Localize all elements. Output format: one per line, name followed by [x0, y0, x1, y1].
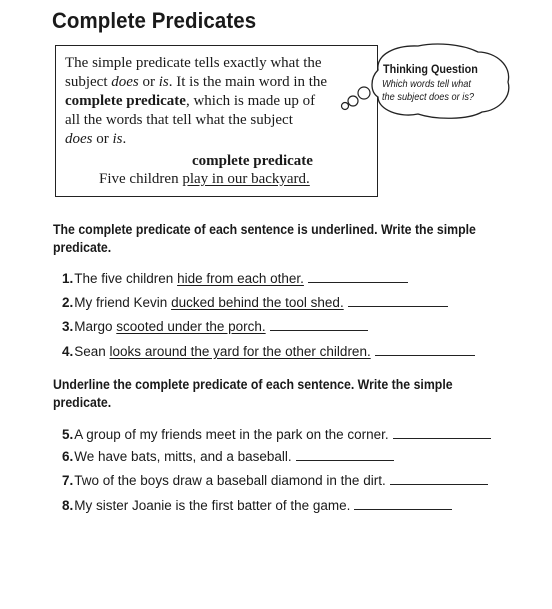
answer-blank-7[interactable]: [390, 472, 488, 485]
exercise-item-6: 6.We have bats, mitts, and a baseball.: [62, 448, 394, 465]
rule-line-3: complete predicate, which is made up of: [65, 93, 316, 109]
answer-blank-4[interactable]: [375, 343, 475, 356]
section2-instructions: Underline the complete predicate of each sentence. Write the simple predicate.: [53, 376, 453, 410]
rule-line-4: all the words that tell what the subject: [65, 112, 293, 128]
rule-line-5: does or is.: [65, 131, 127, 147]
exercise-item-7: 7.Two of the boys draw a baseball diamond in the dirt.: [62, 472, 488, 489]
thinking-question-body: Which words tell what the subject does or is?: [382, 79, 475, 103]
answer-blank-8[interactable]: [354, 497, 452, 510]
answer-blank-6[interactable]: [296, 448, 394, 461]
section1-instructions: The complete predicate of each sentence is underlined. Write the simple predicate.: [53, 221, 476, 255]
answer-blank-3[interactable]: [270, 318, 368, 331]
answer-blank-2[interactable]: [348, 294, 448, 307]
thinking-question-title: Thinking Question: [383, 62, 478, 76]
answer-blank-1[interactable]: [308, 270, 408, 283]
exercise-item-1: 1.The five children hide from each other.: [62, 270, 408, 287]
exercise-item-2: 2.My friend Kevin ducked behind the tool shed.: [62, 294, 448, 311]
rule-line-1: The simple predicate tells exactly what the: [65, 55, 322, 71]
answer-blank-5[interactable]: [393, 426, 491, 439]
exercise-item-5: 5.A group of my friends meet in the park on the corner.: [62, 426, 491, 443]
exercise-item-8: 8.My sister Joanie is the first batter of the game.: [62, 497, 452, 514]
example-predicate: play in our backyard.: [182, 171, 310, 187]
exercise-item-3: 3.Margo scooted under the porch.: [62, 318, 368, 335]
page-title: Complete Predicates: [52, 8, 257, 33]
rule-line-2: subject does or is. It is the main word in the: [65, 74, 328, 90]
complete-predicate-label: complete predicate: [192, 153, 313, 169]
exercise-item-4: 4.Sean looks around the yard for the other children.: [62, 343, 475, 360]
example-subject: Five children: [99, 171, 179, 187]
